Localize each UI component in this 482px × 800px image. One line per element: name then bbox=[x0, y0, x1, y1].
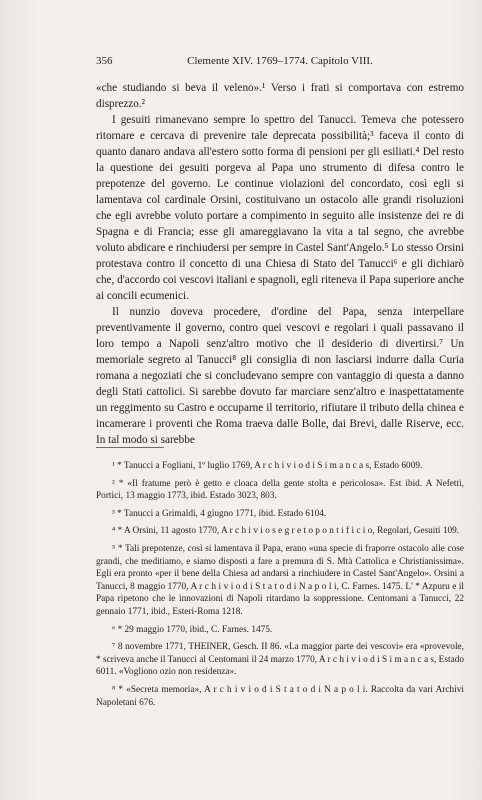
footnote: ⁷ 8 novembre 1771, THEINER, Gesch. II 86. «La maggior parte dei vescovi» era «provevole, * scriveva anche il Tanucci al Centomani il 24 marzo 1770, A r c h i v i o d i S i m a n c a s, Estado 6011. «Vogliono ozio non residenza». bbox=[96, 642, 464, 678]
running-title: Clemente XIV. 1769–1774. Capitolo VIII. bbox=[187, 55, 373, 67]
footnotes bbox=[96, 460, 464, 714]
main-text bbox=[96, 80, 464, 448]
footnote: ⁴ * A Orsini, 11 agosto 1770, A r c h i v i o s e g r e t o p o n t i f i c i o, Regolari, Gesuiti 109. bbox=[112, 526, 460, 537]
page-header bbox=[96, 54, 464, 68]
paragraph: I gesuiti rimanevano sempre lo spettro del Tanucci. Temeva che potessero ritornare e cercava di prevenire tale deprecata possibilità;³ faceva il conto di quanto danaro andava all'estero sotto forma di pensioni per gli esiliati.⁴ Del resto la questione dei gesuiti porgeva al Papa uno strumento di difesa contro le prepotenze del governo. Le continue violazioni del concordato, così egli si lamentava col cardinale Orsini, costituivano un ostacolo alle grandi risoluzioni che egli avrebbe voluto portare a compimento in seguito alle insistenze dei re di Spagna e di Francia; esse gli amareggiavano la vita a tal segno, che avrebbe voluto abdicare e rinchiudersi per sempre in Castel Sant'Angelo.⁵ Lo stesso Orsini protestava contro il concetto di una Chiesa di Stato del Tanucci⁶ e gli dichiarò che, d'accordo coi vescovi italiani e spagnoli, egli riteneva il Papa superiore anche ai concili ecumenici. bbox=[96, 114, 464, 302]
footnote: ⁵ * Tali prepotenze, così si lamentava il Papa, erano «una specie di fraporre ostacolo alle cose grandi, che meditiamo, e siamo disposti a fare a premura di S. Mtà Cattolica e Christianissima». Egli era pronto «per il bene della Chiesa ad andarsi a rinchiudere in Castel Sant'Angelo». Orsini a Tanucci, 8 maggio 1770, A r c h i v i o d i S t a t o d i N a p o l i, C. Farnes. 1475. L' * Azpuru e il Papa ripetono che le innovazioni di Napoli ritardano la soppressione. Centomani a Tanucci, 22 gennaio 1771, ibid., Esteri-Roma 1218. bbox=[96, 543, 464, 617]
paragraph: «che studiando si beva il veleno».¹ Verso i frati si comportava con estremo disprezzo.² bbox=[96, 82, 464, 110]
footnote: ¹ * Tanucci a Fogliani, 1º luglio 1769, A r c h i v i o d i S i m a n c a s, Estado 6009. bbox=[112, 461, 423, 471]
footnote: ³ * Tanucci a Grimaldi, 4 giugno 1771, ibid. Estado 6104. bbox=[112, 508, 327, 519]
paragraph: Il nunzio doveva procedere, d'ordine del Papa, senza interpellare preventivamente il governo, contro quei vescovi e regolari i quali passavano il loro tempo a Napoli senz'altro motivo che il desiderio di divertirsi.⁷ Un memoriale segreto al Tanucci⁸ gli consiglia di non lasciarsi indurre dalla Curia romana a negoziati che si concludevano sempre con vantaggio di questa a danno degli Stati cattolici. Si sarebbe dovuto far marciare senz'altro e inaspettatamente un reggimento su Castro e occuparne il territorio, rifiutare il tributo della chinea e incamerare i proventi che Roma traeva dalle Bolle, dai Brevi, dalle Riserve, ecc. In tal modo si sarebbe bbox=[96, 306, 464, 446]
footnote: ⁸ * «Secreta memoria», A r c h i v i o d i S t a t o d i N a p o l i. Raccolta da vari Archivi Napoletani 676. bbox=[96, 684, 464, 708]
footnote-separator bbox=[96, 447, 164, 448]
page-number: 356 bbox=[96, 55, 113, 67]
footnote: ⁶ * 29 maggio 1770, ibid., C. Farnes. 1475. bbox=[112, 624, 273, 635]
footnote: ² * «Il fratume però è getto e cloaca della gente stolta e pericolosa». Est ibid. A Nefetti, Portici, 13 maggio 1773, ibid. Estado 3023, 803. bbox=[96, 478, 464, 502]
